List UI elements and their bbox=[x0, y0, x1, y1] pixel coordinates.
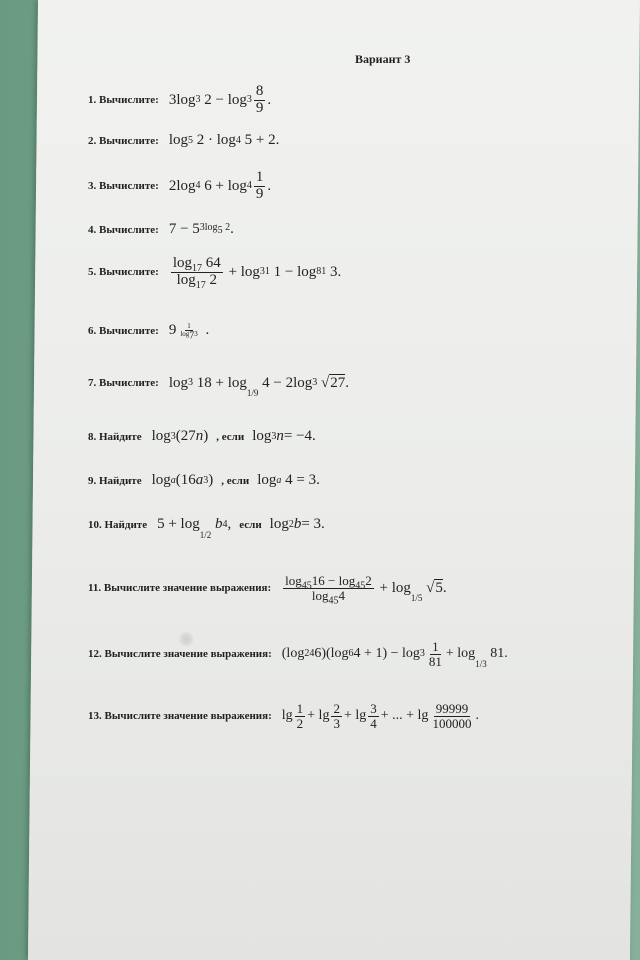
task-11-label: 11. Вычислите значение выражения: bbox=[88, 582, 272, 595]
task-11 bbox=[88, 573, 447, 607]
fraction-8-9: $\frac{8}{9}$ bbox=[255, 83, 264, 116]
fraction-2-3: $\frac{2}{3}$ bbox=[333, 701, 340, 731]
task-10 bbox=[88, 516, 325, 540]
variant-heading: Вариант 3 bbox=[355, 52, 411, 66]
task-7 bbox=[88, 374, 350, 398]
task-10-if: если bbox=[239, 518, 262, 531]
task-8 bbox=[88, 428, 316, 445]
task-2-expression: log 5 2 · log 4 5 + 2. bbox=[168, 132, 280, 148]
task-12-expression: (log 24 6)(log 6 4 + 1) − log 3 $\frac{1}{81}$ + log 1/3 81. bbox=[281, 639, 508, 670]
task-9-label: 9. Найдите bbox=[88, 474, 142, 487]
task-10-expression: 5 + log 1/2 b 4 , bbox=[157, 516, 232, 540]
task-2 bbox=[88, 132, 279, 149]
fraction-1-2: $\frac{1}{2}$ bbox=[296, 701, 304, 731]
task-13 bbox=[88, 702, 479, 730]
task-9-condition: log a 4 = 3. bbox=[257, 472, 320, 488]
fraction-99999-100000: $\frac{99999}{100000}$ bbox=[432, 701, 472, 731]
task-4-label: 4. Вычислите: bbox=[88, 223, 159, 236]
fraction-log45: $\frac{\log_{45}16 - \log_{45}2}{\log_{45}4}$ bbox=[285, 573, 372, 607]
task-9-expression: log a (16 a 3 ) bbox=[151, 472, 214, 488]
task-5 bbox=[88, 256, 341, 289]
task-7-label: 7. Вычислите: bbox=[88, 377, 159, 389]
fraction-1-9: $\frac{1}{9}$ bbox=[255, 169, 264, 202]
task-1-expression: 3log 3 2 − log 3 $\frac{8}{9}$ . bbox=[168, 83, 272, 116]
task-7-expression: log 3 18 + log 1/9 4 − 2log 3 √ 27 . bbox=[168, 374, 350, 398]
task-8-condition: log 3 n = −4. bbox=[252, 428, 316, 444]
task-6-label: 6. Вычислите: bbox=[88, 324, 159, 337]
task-12-label: 12. Вычислите значение выражения: bbox=[88, 648, 272, 661]
fraction-1-81: $\frac{1}{81}$ bbox=[428, 639, 442, 669]
task-5-label: 5. Вычислите: bbox=[88, 266, 159, 279]
task-3-label: 3. Вычислите: bbox=[88, 180, 159, 193]
task-6-expression: 9 $\frac{1}{\log_73}$ . bbox=[168, 321, 210, 342]
task-10-label: 10. Найдите bbox=[88, 518, 148, 531]
task-13-expression: lg $\frac{1}{2}$ + lg $\frac{2}{3}$ + lg $\frac{3}{4}$ + ... + lg $\frac{99999}{100000}$ . bbox=[281, 701, 479, 731]
task-8-label: 8. Найдите bbox=[88, 430, 142, 443]
task-6 bbox=[88, 321, 210, 342]
fraction-3-4: $\frac{3}{4}$ bbox=[370, 701, 377, 731]
task-2-label: 2. Вычислите: bbox=[88, 134, 159, 147]
task-8-expression: log 3 (27 n ) bbox=[151, 428, 209, 444]
fraction-log17: $\frac{\log_{17} 64}{\log_{17} 2}$ bbox=[172, 255, 221, 291]
task-12 bbox=[88, 640, 508, 668]
task-3 bbox=[88, 170, 271, 203]
task-10-condition: log 2 b = 3. bbox=[269, 516, 325, 532]
task-4-expression: 7 − 5 $3\log_5$ 2 . bbox=[168, 221, 234, 237]
task-1-label: 1. Вычислите: bbox=[88, 94, 159, 107]
task-5-expression: $\frac{\log_{17} 64}{\log_{17} 2}$ + log 31 1 − log 81 3. bbox=[172, 255, 342, 291]
task-8-if: , если bbox=[216, 430, 245, 443]
task-4 bbox=[88, 221, 234, 238]
task-13-label: 13. Вычислите значение выражения: bbox=[88, 710, 272, 723]
task-3-expression: 2log 4 6 + log 4 $\frac{1}{9}$ . bbox=[168, 169, 272, 202]
task-9-if: , если bbox=[221, 474, 250, 487]
task-9 bbox=[88, 472, 320, 489]
exponent-fraction: $\frac{1}{\log_73}$ bbox=[180, 321, 198, 342]
task-1 bbox=[88, 84, 271, 117]
task-11-expression: $\frac{\log_{45}16 - \log_{45}2}{\log_{45}4}$ + log 1/5 √ 5 . bbox=[285, 573, 447, 607]
